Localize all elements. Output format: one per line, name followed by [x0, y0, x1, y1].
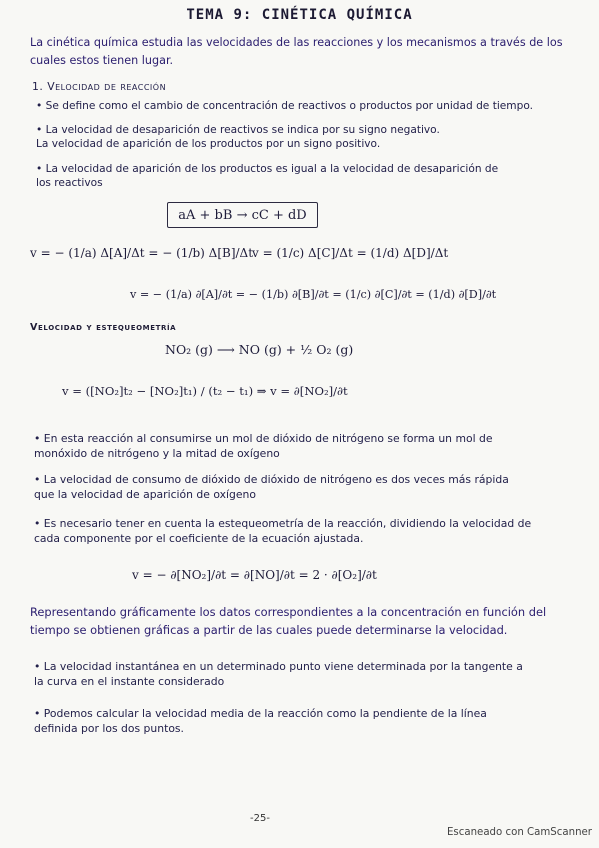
- bullet-line: • En esta reacción al consumirse un mol de dióxido de nitrógeno se forma un mol de: [34, 432, 493, 445]
- graphical-paragraph: [30, 603, 546, 639]
- paragraph-line: tiempo se obtienen gráficas a partir de las cuales puede determinarse la velocidad.: [30, 623, 508, 637]
- section-heading-estequeometria: Velocidad y estequeometría: [30, 322, 177, 333]
- bullet-definition: [36, 99, 533, 113]
- intro-paragraph: [30, 34, 563, 70]
- average-rate-equation: v = ([NO₂]t₂ − [NO₂]t₁) / (t₂ − t₁) ⇒ v = ∂[NO₂]/∂t: [62, 384, 348, 398]
- intro-line: La cinética química estudia las velocidades de las reacciones y los mecanismos a través de los: [30, 36, 563, 49]
- rate-equation-derivatives: v = − (1/a) ∂[A]/∂t = − (1/b) ∂[B]/∂t = (1/c) ∂[C]/∂t = (1/d) ∂[D]/∂t: [130, 288, 497, 301]
- bullet-line: • La velocidad de desaparición de reactivos se indica por su signo negativo.: [36, 124, 440, 136]
- bullet-line: definida por los dos puntos.: [34, 722, 184, 735]
- bullet-line: • La velocidad de consumo de dióxido de dióxido de nitrógeno es dos veces más rápida: [34, 473, 509, 486]
- bullet-mol-consumption: [34, 432, 493, 461]
- no2-decomposition-reaction: NO₂ (g) ⟶ NO (g) + ½ O₂ (g): [165, 342, 354, 357]
- scanner-watermark: Escaneado con CamScanner: [447, 827, 592, 838]
- section-heading-velocidad: 1. Velocidad de reacción: [32, 80, 167, 93]
- bullet-line: • Se define como el cambio de concentración de reactivos o productos por unidad de tiempo.: [36, 100, 534, 112]
- bullet-line: los reactivos: [36, 177, 103, 189]
- bullet-signs: [36, 123, 440, 151]
- page-number: -25-: [250, 813, 270, 824]
- rate-equation-reactants: v = − (1/a) Δ[A]/Δt = − (1/b) Δ[B]/Δt: [30, 246, 254, 260]
- bullet-twice-faster: [34, 473, 509, 502]
- page-title: TEMA 9: CINÉTICA QUÍMICA: [186, 7, 413, 23]
- bullet-line: • Es necesario tener en cuenta la estequeometría de la reacción, dividiendo la velocidad de: [34, 517, 532, 530]
- bullet-line: La velocidad de aparición de los productos por un signo positivo.: [36, 138, 381, 150]
- bullet-line: • La velocidad instantánea en un determinado punto viene determinada por la tangente a: [34, 660, 523, 673]
- bullet-line: que la velocidad de aparición de oxígeno: [34, 487, 256, 501]
- rate-equation-products: v = (1/c) Δ[C]/Δt = (1/d) Δ[D]/Δt: [252, 246, 449, 260]
- intro-line: cuales estos tienen lugar.: [30, 54, 174, 67]
- bullet-line: cada componente por el coeficiente de la ecuación ajustada.: [34, 531, 364, 545]
- stoichiometric-rate-equation: v = − ∂[NO₂]/∂t = ∂[NO]/∂t = 2 · ∂[O₂]/∂t: [132, 568, 377, 582]
- bullet-line: • Podemos calcular la velocidad media de la reacción como la pendiente de la línea: [34, 707, 487, 720]
- paragraph-line: Representando gráficamente los datos correspondientes a la concentración en función del: [30, 605, 547, 619]
- bullet-line: • La velocidad de aparición de los productos es igual a la velocidad de desaparición de: [36, 163, 499, 175]
- bullet-line: la curva en el instante considerado: [34, 675, 225, 688]
- bullet-instantaneous-rate: [34, 659, 523, 689]
- bullet-equal-rates: [36, 162, 498, 190]
- boxed-general-reaction: aA + bB → cC + dD: [167, 202, 318, 228]
- bullet-average-rate: [34, 706, 487, 736]
- bullet-line: monóxido de nitrógeno y la mitad de oxígeno: [34, 446, 280, 460]
- bullet-stoichiometry: [34, 517, 531, 546]
